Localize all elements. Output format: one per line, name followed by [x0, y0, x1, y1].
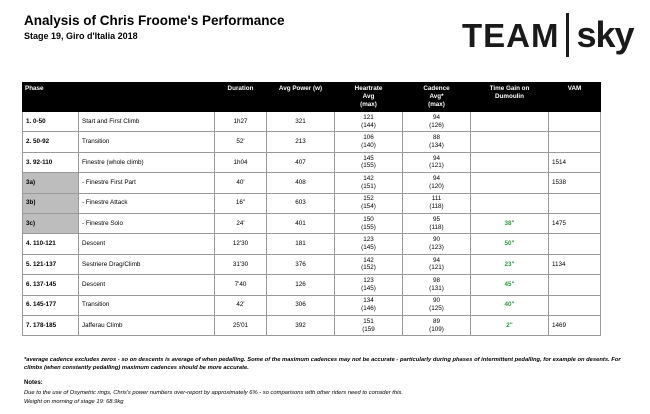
- cell-duration: [215, 112, 267, 132]
- cell-time-gain: [471, 275, 549, 295]
- header-avg-power: Avg Power (w): [267, 83, 335, 112]
- cell-cadence-value: 89: [432, 317, 440, 325]
- header-phase: Phase: [23, 83, 79, 112]
- cell-phase-value: 3c): [26, 219, 36, 227]
- cell-avg-power-value: 408: [295, 178, 306, 186]
- cell-cadence: [403, 315, 471, 335]
- cell-time-gain-value: 23": [504, 260, 515, 268]
- cell-time-gain-value: 38": [504, 219, 515, 227]
- cell-segment: [79, 193, 215, 213]
- cell-avg-power: [267, 152, 335, 172]
- document-title: Analysis of Chris Froome's Performance: [24, 13, 285, 28]
- table-row: [23, 112, 601, 132]
- cell-phase-value: 4. 110-121: [26, 240, 56, 248]
- cell-cadence-value: (123): [429, 244, 444, 252]
- cell-cadence: [403, 234, 471, 254]
- cell-cadence: [403, 112, 471, 132]
- cell-vam-value: 1475: [552, 219, 567, 227]
- cell-avg-power: [267, 193, 335, 213]
- cell-avg-power-value: 401: [295, 219, 306, 227]
- cell-vam-value: 1538: [552, 178, 567, 186]
- cell-time-gain: [471, 112, 549, 132]
- cell-cadence: [403, 193, 471, 213]
- cell-heartrate: [335, 234, 403, 254]
- cell-avg-power-value: 181: [295, 240, 306, 248]
- cell-avg-power: [267, 213, 335, 233]
- notes-title: Notes:: [24, 380, 43, 386]
- cell-cadence-value: 95: [432, 215, 440, 223]
- table-row: [23, 152, 601, 172]
- table-row: [23, 234, 601, 254]
- cell-heartrate-value: 142: [363, 256, 374, 264]
- cell-phase: [23, 152, 79, 172]
- cell-avg-power-value: 306: [295, 301, 306, 309]
- cell-phase-value: 6. 137-145: [26, 280, 57, 288]
- table-row: [23, 315, 601, 335]
- cadence-footnote: *average cadence excludes zeros - so on descents is average of when pedalling. Some of the maximum cadences may not be accurate - particularly during phases of intermittent pedalling, for example on desents. For climbs (when constantly pedalling) maximum cadences should be more accurate.: [24, 357, 621, 372]
- cell-duration-value: 1h27: [233, 117, 248, 125]
- cell-segment-value: Start and First Climb: [82, 117, 140, 125]
- performance-table: [22, 82, 601, 336]
- cell-cadence-value: 94: [432, 175, 440, 182]
- notes-line-weight: Weight on morning of stage 19: 68.9kg: [24, 398, 124, 405]
- cell-avg-power-value: 603: [295, 199, 306, 207]
- cell-duration: [215, 152, 267, 172]
- cell-vam: [549, 112, 601, 132]
- cell-segment: [79, 295, 215, 315]
- cell-duration-value: 31'30: [232, 260, 249, 268]
- cell-heartrate-value: 106: [363, 134, 374, 142]
- cell-phase-value: 6. 145-177: [26, 301, 57, 309]
- table-row: [23, 295, 601, 315]
- table-row: [23, 275, 601, 295]
- cell-cadence-value: (121): [429, 162, 444, 170]
- cell-phase: [23, 234, 79, 254]
- cell-cadence: [403, 295, 471, 315]
- cell-segment: [79, 173, 215, 193]
- cell-duration: [215, 295, 267, 315]
- cell-duration: [215, 315, 267, 335]
- cell-phase-value: 2. 50-92: [26, 138, 50, 146]
- cell-heartrate-value: (152): [361, 264, 376, 272]
- table-row: [23, 132, 601, 152]
- cell-heartrate-value: 145: [363, 154, 374, 162]
- cell-cadence-value: 90: [432, 236, 440, 244]
- cell-cadence-value: 111: [431, 195, 442, 203]
- cell-phase: [23, 315, 79, 335]
- cell-heartrate-value: (145): [361, 284, 376, 292]
- table-body: [23, 112, 601, 336]
- cell-vam: [549, 234, 601, 254]
- cell-vam: [549, 275, 601, 295]
- cell-heartrate-value: (155): [361, 162, 376, 170]
- cell-duration: [215, 193, 267, 213]
- cell-heartrate-value: 142: [363, 175, 374, 182]
- cell-heartrate: [335, 213, 403, 233]
- cell-vam: [549, 213, 601, 233]
- cell-phase: [23, 112, 79, 132]
- team-sky-logo: [462, 12, 634, 58]
- cell-cadence-value: (120): [429, 182, 444, 190]
- logo-sky-text: sky: [576, 14, 634, 55]
- cell-cadence: [403, 132, 471, 152]
- cell-avg-power: [267, 132, 335, 152]
- cell-segment: [79, 315, 215, 335]
- cell-heartrate-value: (140): [361, 142, 376, 150]
- cell-cadence-value: (131): [429, 284, 444, 292]
- cell-cadence-value: (118): [429, 223, 444, 231]
- cell-avg-power-value: 407: [295, 158, 306, 166]
- cell-cadence: [403, 275, 471, 295]
- table-row: [23, 254, 601, 274]
- cell-cadence-value: (121): [429, 264, 444, 272]
- cell-avg-power-value: 376: [295, 260, 306, 268]
- cell-heartrate-value: 150: [363, 215, 374, 223]
- table-row: [23, 193, 601, 213]
- cell-duration-value: 40': [236, 178, 245, 186]
- cell-time-gain-value: 45": [504, 280, 515, 288]
- cell-segment-value: Finestre (whole climb): [82, 158, 144, 166]
- cell-phase-value: 3. 92-110: [26, 158, 53, 166]
- cell-heartrate: [335, 295, 403, 315]
- cell-time-gain: [471, 295, 549, 315]
- table-row: [23, 213, 601, 233]
- cell-segment-value: Descent: [82, 240, 106, 248]
- cell-segment-value: Sestriere Drag/Climb: [82, 260, 141, 268]
- cell-heartrate: [335, 315, 403, 335]
- cell-cadence-value: 94: [432, 154, 440, 162]
- cell-heartrate-value: 123: [363, 236, 374, 244]
- cell-segment: [79, 254, 215, 274]
- cell-vam-value: 1469: [552, 321, 567, 329]
- cell-cadence-value: 94: [432, 256, 440, 264]
- cell-heartrate-value: 123: [363, 276, 374, 284]
- cell-phase: [23, 295, 79, 315]
- cell-vam: [549, 132, 601, 152]
- cell-phase-value: 7. 178-185: [26, 321, 57, 329]
- cell-heartrate-value: 134: [363, 297, 374, 305]
- cell-duration-value: 7'40: [234, 280, 247, 288]
- cell-time-gain: [471, 132, 549, 152]
- cell-cadence-value: (118): [429, 203, 444, 211]
- cell-duration: [215, 213, 267, 233]
- header-vam: VAM: [549, 83, 601, 112]
- cell-cadence-value: 94: [432, 113, 440, 121]
- cell-segment-value: Descent: [82, 280, 106, 288]
- cell-segment: [79, 275, 215, 295]
- header-segment: [79, 83, 215, 112]
- cell-segment-value: Transition: [82, 138, 110, 146]
- cell-phase: [23, 193, 79, 213]
- cell-avg-power-value: 213: [295, 138, 306, 146]
- cell-duration: [215, 275, 267, 295]
- cell-vam: [549, 173, 601, 193]
- logo-team-text: TEAM: [462, 16, 560, 54]
- cell-heartrate: [335, 254, 403, 274]
- cell-duration-value: 25'01: [232, 321, 249, 329]
- cell-time-gain: [471, 152, 549, 172]
- header-duration: Duration: [215, 83, 267, 112]
- cell-time-gain: [471, 193, 549, 213]
- cell-cadence-value: (134): [429, 142, 444, 150]
- cell-segment-value: Transition: [82, 301, 110, 309]
- cell-avg-power-value: 321: [295, 117, 306, 125]
- cell-time-gain: [471, 173, 549, 193]
- cell-avg-power-value: 126: [295, 280, 306, 288]
- cell-heartrate-value: (159: [362, 325, 375, 333]
- cell-heartrate-value: (144): [361, 121, 376, 129]
- cell-segment: [79, 152, 215, 172]
- cell-vam-value: 1134: [552, 260, 566, 268]
- cell-heartrate: [335, 275, 403, 295]
- cell-duration-value: 12'30: [232, 240, 249, 248]
- cell-duration-value: 24': [236, 219, 245, 227]
- cell-phase-value: 3a): [26, 178, 36, 186]
- cell-cadence-value: (125): [429, 305, 444, 313]
- cell-phase-value: 5. 121-137: [26, 260, 57, 268]
- cell-vam: [549, 152, 601, 172]
- cell-avg-power: [267, 173, 335, 193]
- cell-phase: [23, 132, 79, 152]
- logo-divider: [566, 13, 569, 57]
- cell-vam-value: 1514: [552, 158, 567, 166]
- cell-cadence-value: (109): [429, 325, 444, 333]
- cell-heartrate: [335, 173, 403, 193]
- notes-line-power: Due to the use of Osymetric rings, Chris's power numbers over-report by approximately 6% - so comparisons with other riders need to consider this.: [24, 390, 403, 396]
- cell-heartrate-value: (146): [361, 305, 376, 313]
- cell-time-gain-value: 50": [504, 240, 515, 248]
- cell-duration: [215, 254, 267, 274]
- cell-heartrate-value: 151: [363, 317, 374, 325]
- cell-avg-power: [267, 254, 335, 274]
- cell-time-gain: [471, 315, 549, 335]
- cell-segment: [79, 234, 215, 254]
- cell-phase-value: 1. 0-50: [26, 117, 46, 125]
- cell-cadence: [403, 213, 471, 233]
- cell-time-gain-value: 2": [506, 321, 513, 329]
- cell-segment-value: Jafferau Climb: [82, 321, 123, 329]
- cell-heartrate-value: 121: [363, 113, 374, 121]
- cell-time-gain: [471, 254, 549, 274]
- cell-cadence-value: 90: [432, 297, 440, 305]
- cell-time-gain: [471, 234, 549, 254]
- cell-heartrate-value: (155): [361, 223, 376, 231]
- cell-duration-value: 16": [235, 199, 246, 207]
- cell-vam: [549, 315, 601, 335]
- cell-segment: [79, 213, 215, 233]
- cell-vam: [549, 254, 601, 274]
- cell-cadence-value: 88: [432, 134, 440, 142]
- cell-phase: [23, 213, 79, 233]
- cell-phase: [23, 254, 79, 274]
- cell-segment-value: - Finestre Solo: [82, 219, 123, 227]
- document-subtitle: Stage 19, Giro d'Italia 2018: [24, 31, 138, 41]
- cell-duration-value: 42': [236, 301, 245, 309]
- cell-heartrate: [335, 132, 403, 152]
- header-cadence: Cadence Avg* (max): [403, 83, 471, 112]
- cell-heartrate: [335, 193, 403, 213]
- cell-segment-value: - Finestre First Part: [82, 178, 136, 186]
- header-heartrate: Heartrate Avg (max): [335, 83, 403, 112]
- cell-heartrate-value: 152: [363, 195, 374, 203]
- cell-time-gain: [471, 213, 549, 233]
- cell-avg-power: [267, 234, 335, 254]
- cell-avg-power: [267, 275, 335, 295]
- cell-vam: [549, 295, 601, 315]
- cell-vam: [549, 193, 601, 213]
- cell-duration: [215, 132, 267, 152]
- cell-duration-value: 1h04: [233, 158, 248, 166]
- cell-heartrate: [335, 152, 403, 172]
- cell-duration: [215, 234, 267, 254]
- cell-heartrate-value: (151): [361, 182, 376, 190]
- cell-heartrate-value: (154): [361, 203, 376, 211]
- cell-time-gain-value: 40": [504, 301, 515, 309]
- cell-duration: [215, 173, 267, 193]
- cell-phase-value: 3b): [26, 199, 36, 207]
- cell-avg-power: [267, 112, 335, 132]
- cell-heartrate: [335, 112, 403, 132]
- cell-cadence-value: 98: [432, 276, 440, 284]
- cell-segment: [79, 132, 215, 152]
- cell-cadence: [403, 254, 471, 274]
- header-time-gain: Time Gain on Dumoulin: [471, 83, 549, 112]
- cell-cadence: [403, 173, 471, 193]
- cell-duration-value: 52': [236, 138, 245, 146]
- cell-avg-power: [267, 315, 335, 335]
- cell-phase: [23, 275, 79, 295]
- cell-avg-power-value: 392: [295, 321, 306, 329]
- table-header-row: [23, 83, 601, 112]
- notes-body: [24, 389, 624, 406]
- cell-cadence: [403, 152, 471, 172]
- cell-cadence-value: (126): [429, 121, 444, 129]
- cell-segment: [79, 112, 215, 132]
- cell-avg-power: [267, 295, 335, 315]
- cell-segment-value: - Finestre Attack: [82, 199, 128, 207]
- cell-heartrate-value: (145): [361, 244, 376, 252]
- cell-phase: [23, 173, 79, 193]
- table-row: [23, 173, 601, 193]
